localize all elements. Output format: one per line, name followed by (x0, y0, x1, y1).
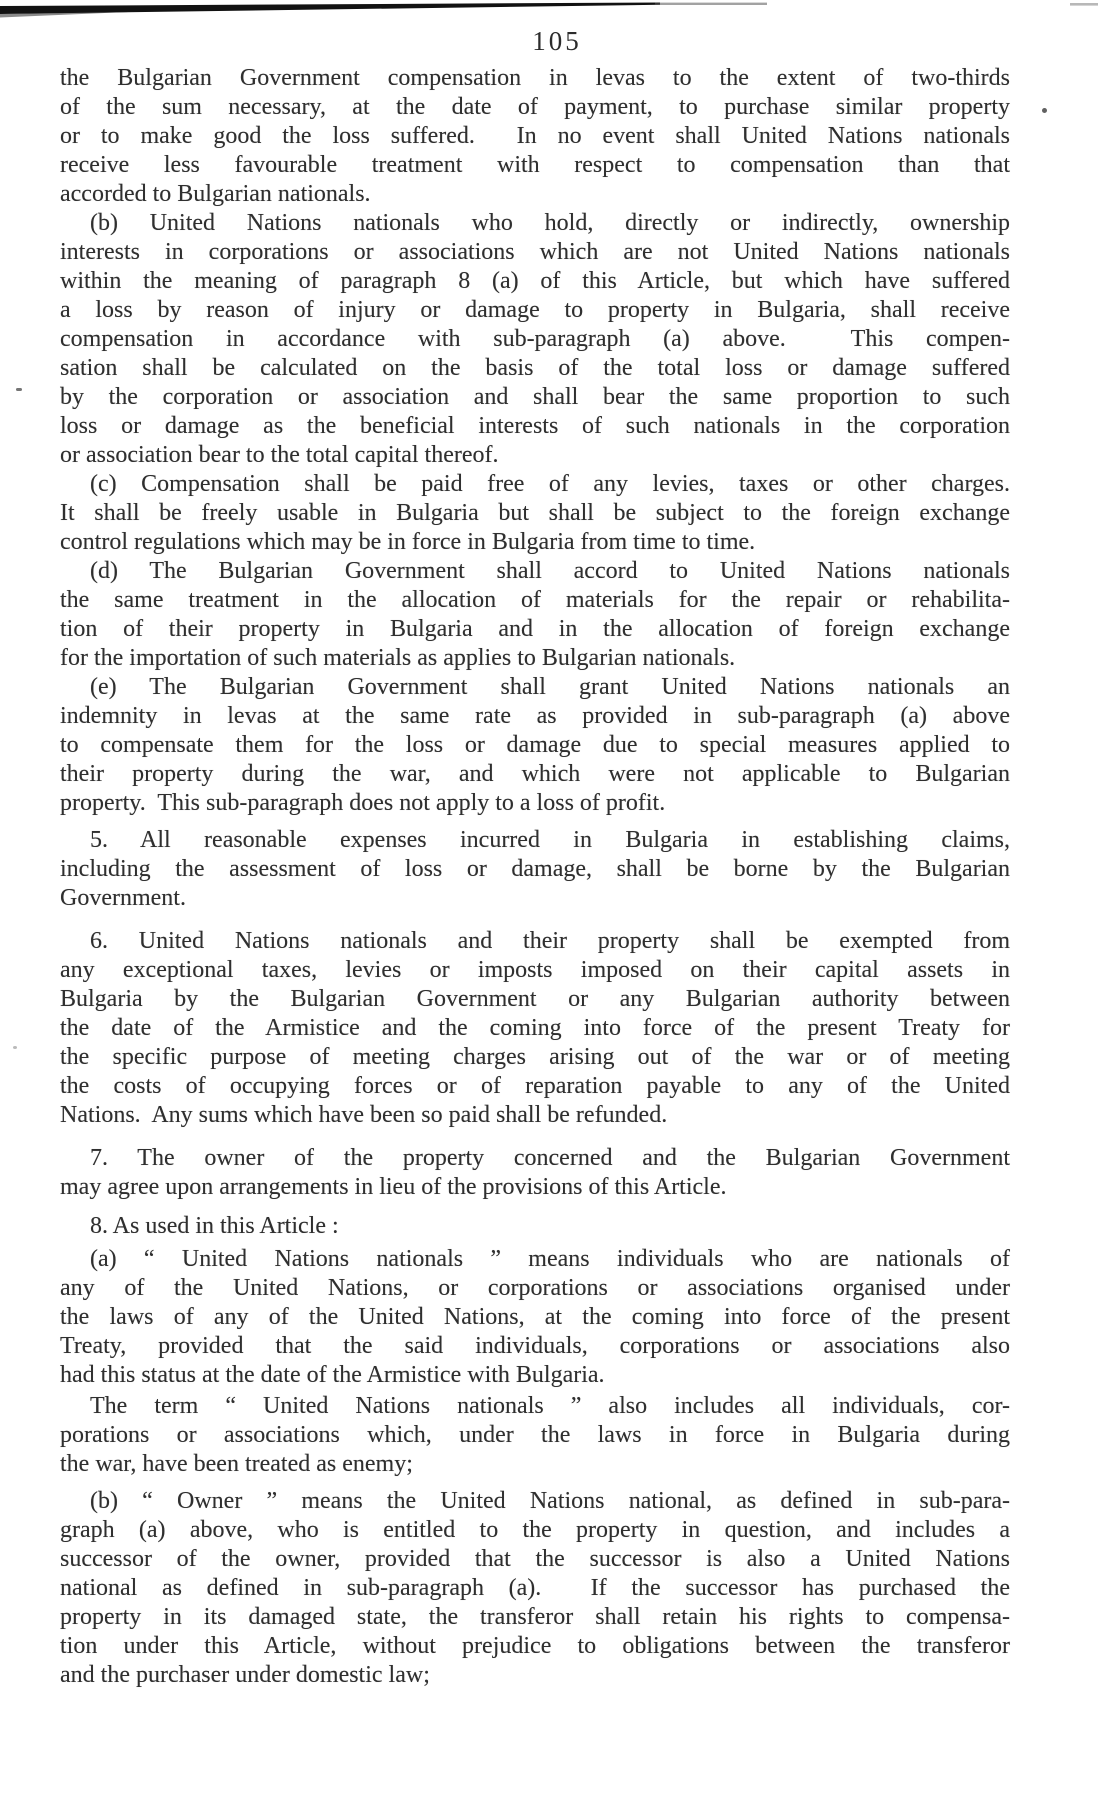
text-line: It shall be freely usable in Bulgaria but shall be subject to the foreign exchange (60, 500, 1010, 526)
text-line: accorded to Bulgarian nationals. (60, 181, 371, 207)
text-line: indemnity in levas at the same rate as provided in sub-paragraph (a) above (60, 703, 1010, 729)
text-line: had this status at the date of the Armistice with Bulgaria. (60, 1362, 605, 1388)
text-line: for the importation of such materials as applies to Bulgarian nationals. (60, 645, 736, 671)
text-line: their property during the war, and which were not applicable to Bulgarian (60, 761, 1010, 787)
text-line: the war, have been treated as enemy; (60, 1451, 413, 1477)
paragraph-8-intro (60, 1212, 1010, 1241)
text-line: loss or damage as the beneficial interests of such nationals in the corporation (60, 413, 1010, 439)
text-line: porations or associations which, under the laws in force in Bulgaria during (60, 1422, 1010, 1448)
text-line: 8. As used in this Article : (90, 1213, 339, 1239)
text-line: within the meaning of paragraph 8 (a) of this Article, but which have suffered (60, 268, 1010, 294)
text-line: the specific purpose of meeting charges arising out of the war or of meeting (60, 1044, 1010, 1070)
text-line: compensation in accordance with sub-paragraph (a) above. This compen- (60, 326, 1010, 352)
text-line: the Bulgarian Government compensation in levas to the extent of two-thirds (60, 65, 1010, 91)
paragraph-8a-term (60, 1392, 1010, 1479)
text-line: interests in corporations or associations which are not United Nations nationals (60, 239, 1010, 265)
scan-speck (1042, 108, 1047, 113)
paragraph-4b (60, 209, 1010, 470)
text-line: or to make good the loss suffered. In no event shall United Nations nationals (60, 123, 1010, 149)
paragraph-5 (60, 826, 1010, 913)
paragraph-4c (60, 470, 1010, 557)
text-line: 6. United Nations nationals and their property shall be exempted from (90, 928, 1010, 954)
paragraph-8b (60, 1487, 1010, 1690)
text-line: (c) Compensation shall be paid free of any levies, taxes or other charges. (90, 471, 1010, 497)
text-line: (b) “ Owner ” means the United Nations national, as defined in sub-para- (90, 1488, 1010, 1514)
text-line: sation shall be calculated on the basis of the total loss or damage suffered (60, 355, 1010, 381)
text-block (60, 64, 1010, 1690)
text-line: property. This sub-paragraph does not apply to a loss of profit. (60, 790, 666, 816)
paragraph-6 (60, 927, 1010, 1130)
scan-speck (16, 388, 22, 391)
text-line: 7. The owner of the property concerned and the Bulgarian Government (90, 1145, 1010, 1171)
text-line: or association bear to the total capital thereof. (60, 442, 499, 468)
scan-smear-artifact (0, 0, 1114, 22)
text-line: Treaty, provided that the said individuals, corporations or associations also (60, 1333, 1010, 1359)
text-line: (a) “ United Nations nationals ” means individuals who are nationals of (90, 1246, 1010, 1272)
text-line: the costs of occupying forces or of reparation payable to any of the United (60, 1073, 1010, 1099)
paragraph-8a (60, 1245, 1010, 1390)
text-line: (d) The Bulgarian Government shall accord to United Nations nationals (90, 558, 1010, 584)
text-line: The term “ United Nations nationals ” also includes all individuals, cor- (90, 1393, 1010, 1419)
paragraph-4e (60, 673, 1010, 818)
text-line: the date of the Armistice and the coming into force of the present Treaty for (60, 1015, 1010, 1041)
text-line: tion under this Article, without prejudice to obligations between the transferor (60, 1633, 1010, 1659)
text-line: including the assessment of loss or damage, shall be borne by the Bulgarian (60, 856, 1010, 882)
text-line: a loss by reason of injury or damage to property in Bulgaria, shall receive (60, 297, 1010, 323)
text-line: graph (a) above, who is entitled to the property in question, and includes a (60, 1517, 1010, 1543)
paragraph-7 (60, 1144, 1010, 1202)
text-line: national as defined in sub-paragraph (a). If the successor has purchased the (60, 1575, 1010, 1601)
text-line: may agree upon arrangements in lieu of the provisions of this Article. (60, 1174, 727, 1200)
text-line: any of the United Nations, or corporations or associations organised under (60, 1275, 1010, 1301)
text-line: by the corporation or association and shall bear the same proportion to such (60, 384, 1010, 410)
paragraph-4d (60, 557, 1010, 673)
text-line: successor of the owner, provided that the successor is also a United Nations (60, 1546, 1010, 1572)
text-line: any exceptional taxes, levies or imposts imposed on their capital assets in (60, 957, 1010, 983)
text-line: property in its damaged state, the transferor shall retain his rights to compensa- (60, 1604, 1010, 1630)
text-line: 5. All reasonable expenses incurred in Bulgaria in establishing claims, (90, 827, 1010, 853)
text-line: Government. (60, 885, 186, 911)
text-line: to compensate them for the loss or damage due to special measures applied to (60, 732, 1010, 758)
page-number: 105 (532, 26, 582, 56)
text-line: of the sum necessary, at the date of payment, to purchase similar property (60, 94, 1010, 120)
text-line: receive less favourable treatment with respect to compensation than that (60, 152, 1010, 178)
text-line: (b) United Nations nationals who hold, directly or indirectly, ownership (90, 210, 1010, 236)
text-line: the same treatment in the allocation of materials for the repair or rehabilita- (60, 587, 1010, 613)
paragraph-4a-continuation (60, 64, 1010, 209)
text-line: Nations. Any sums which have been so paid shall be refunded. (60, 1102, 668, 1128)
text-line: Bulgaria by the Bulgarian Government or any Bulgarian authority between (60, 986, 1010, 1012)
scan-speck (13, 1046, 17, 1049)
text-line: control regulations which may be in force in Bulgaria from time to time. (60, 529, 756, 555)
text-line: and the purchaser under domestic law; (60, 1662, 430, 1688)
text-line: tion of their property in Bulgaria and in the allocation of foreign exchange (60, 616, 1010, 642)
text-line: the laws of any of the United Nations, at the coming into force of the present (60, 1304, 1010, 1330)
text-line: (e) The Bulgarian Government shall grant United Nations nationals an (90, 674, 1010, 700)
